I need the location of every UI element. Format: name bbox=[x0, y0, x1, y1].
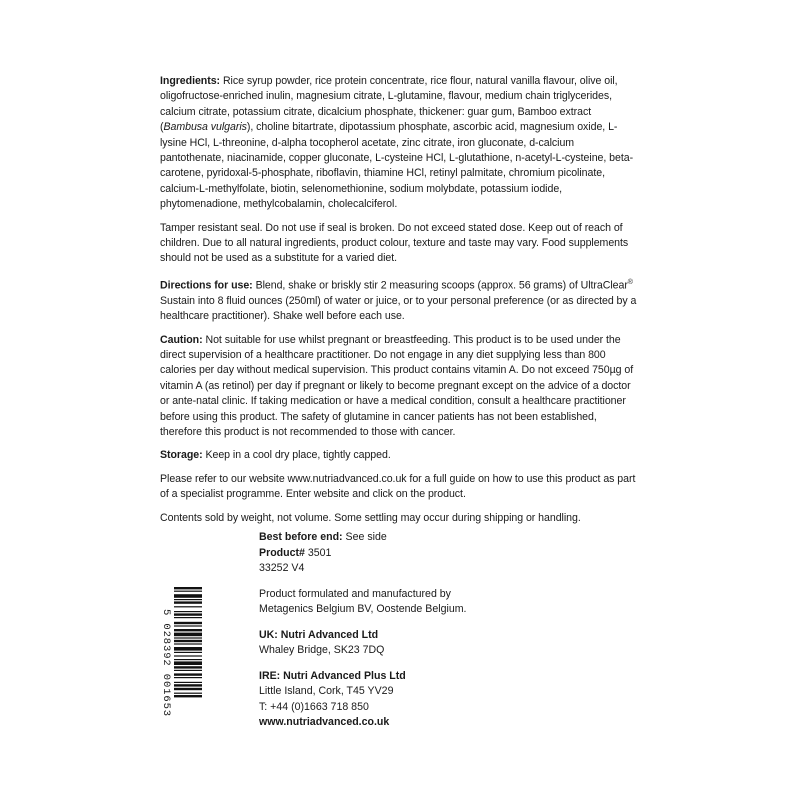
best-before-label: Best before end: bbox=[259, 531, 343, 543]
barcode-bar bbox=[174, 677, 202, 678]
barcode-bar bbox=[174, 661, 202, 665]
website-url: www.nutriadvanced.co.uk bbox=[259, 716, 390, 728]
caution-paragraph bbox=[160, 333, 640, 441]
phone-number: T: +44 (0)1663 718 850 bbox=[259, 700, 369, 713]
product-number-label: Product# bbox=[259, 546, 305, 559]
ingredients-latin-name: Bambusa vulgaris bbox=[163, 121, 247, 134]
barcode-bar bbox=[174, 622, 202, 624]
barcode-bar bbox=[174, 617, 202, 618]
best-before-value: See side bbox=[345, 531, 387, 543]
directions-heading: Directions for use: bbox=[160, 279, 253, 292]
product-number-line bbox=[259, 546, 619, 562]
storage-text: Keep in a cool dry place, tightly capped. bbox=[205, 449, 391, 462]
barcode-bar bbox=[174, 601, 202, 603]
uk-distributor-name: UK: Nutri Advanced Ltd bbox=[259, 628, 379, 641]
directions-paragraph bbox=[160, 275, 640, 325]
barcode-number bbox=[160, 585, 172, 740]
barcode-bar bbox=[174, 643, 202, 644]
barcode-bar bbox=[174, 606, 202, 607]
ingredients-text: Rice syrup powder, rice protein concentrate, rice flour, natural vanilla flavour, olive oil, oligofructose-enriched inulin, magnesium citrate, L-glutamine, flavour, medium chain triglycerides, calcium citrate, potassium citrate, dicalcium phosphate, thickener: guar gum, Bamboo extract ( bbox=[160, 75, 618, 134]
warnings-paragraph: Tamper resistant seal. Do not use if seal is broken. Do not exceed stated dose. Keep out of reach of children. Due to all natural ingredients, product colour, texture and taste may vary. Food supplements should not be used as a substitute for a varied diet. bbox=[160, 221, 629, 265]
ingredients-paragraph bbox=[160, 74, 640, 213]
barcode-bar bbox=[174, 673, 202, 675]
website-paragraph: Please refer to our website www.nutriadvanced.co.uk for a full guide on how to use this product as part of a specialist programme. Enter website and click on the product. bbox=[160, 472, 636, 501]
directions-text: Blend, shake or briskly stir 2 measuring scoops (approx. 56 grams) of UltraClear bbox=[255, 279, 628, 292]
uk-distributor-address: Whaley Bridge, SK23 7DQ bbox=[259, 644, 385, 656]
barcode-bar bbox=[174, 688, 202, 690]
storage-paragraph bbox=[160, 448, 640, 463]
manufactured-by-line-1: Product formulated and manufactured by bbox=[259, 587, 451, 600]
barcode-bar bbox=[174, 587, 202, 589]
label-body-text bbox=[160, 74, 640, 534]
barcode-bar bbox=[174, 633, 202, 637]
barcode-bar bbox=[174, 594, 202, 598]
barcode-bar bbox=[174, 629, 202, 631]
barcode-bar bbox=[174, 591, 202, 592]
batch-code: 33252 V4 bbox=[259, 562, 305, 574]
barcode-bar bbox=[174, 611, 202, 612]
barcode-bar bbox=[174, 599, 202, 600]
ingredients-heading: Ingredients: bbox=[160, 75, 221, 87]
contents-paragraph: Contents sold by weight, not volume. Some settling may occur during shipping or handling. bbox=[160, 511, 581, 524]
barcode-bar bbox=[174, 647, 202, 651]
barcode-bar bbox=[174, 655, 202, 656]
storage-heading: Storage: bbox=[160, 449, 203, 462]
barcode-bar bbox=[174, 637, 202, 638]
barcode-bar bbox=[174, 640, 202, 642]
barcode-bar bbox=[174, 693, 202, 694]
product-number-value: 3501 bbox=[307, 546, 332, 559]
directions-text-continued: Sustain into 8 fluid ounces (250ml) of water or juice, or to your personal preference (or as directed by a healthcare practitioner). Shake well before each use. bbox=[160, 294, 637, 323]
manufactured-by-line-2: Metagenics Belgium BV, Oostende Belgium. bbox=[259, 603, 467, 615]
ire-distributor-address: Little Island, Cork, T45 YV29 bbox=[259, 685, 394, 697]
product-info-block bbox=[259, 530, 619, 731]
barcode-bar bbox=[174, 684, 202, 686]
caution-text: Not suitable for use whilst pregnant or breastfeeding. This product is to be used under the direct supervision of a healthcare practitioner. Do not engage in any diet supplying less than 800 calories per day without medical supervision. This product contains vitamin A. Do not exceed 750µg of vitamin A (as retinol) per day if pregnant or likely to become pregnant except on the advice of a doctor or ante-natal clinic. If taking medication or have a medical condition, consult a healthcare practitioner before using this product. The safety of glutamine in cancer patients has not been established, therefore this product is not recommended to those with cancer. bbox=[160, 333, 634, 439]
ingredients-text-continued: ), choline bitartrate, dipotassium phosphate, ascorbic acid, magnesium oxide, L-lysine HCl, L-threonine, d-alpha tocopherol acetate, zinc citrate, iron gluconate, d-calcium pantothenate, niacinamide, copper gluconate, L-cysteine HCl, L-glutathione, n-acetyl-L-cysteine, beta-carotene, pyridoxal-5-phosphate, riboflavin, thiamine HCl, retinyl palmitate, chromium picolinate, calcium-L-methylfolate, biotin, selenomethionine, sodium molybdate, potassium iodide, phytomenadione, methylcobalamin, cholecalciferol. bbox=[160, 121, 634, 211]
barcode-bar bbox=[174, 613, 202, 615]
ire-distributor-name: IRE: Nutri Advanced Plus Ltd bbox=[259, 669, 406, 682]
barcode-bar bbox=[174, 670, 202, 671]
registered-mark: ® bbox=[627, 278, 633, 286]
barcode-bar bbox=[174, 682, 202, 683]
barcode-bar bbox=[174, 625, 202, 626]
best-before-line bbox=[259, 530, 619, 546]
barcode-bar bbox=[174, 659, 202, 660]
barcode-bar bbox=[174, 666, 202, 668]
barcode-bar bbox=[174, 652, 202, 653]
caution-heading: Caution: bbox=[160, 333, 203, 346]
barcode-bar bbox=[174, 695, 202, 697]
barcode-digits-text: 5 028392 001653 bbox=[160, 608, 173, 717]
